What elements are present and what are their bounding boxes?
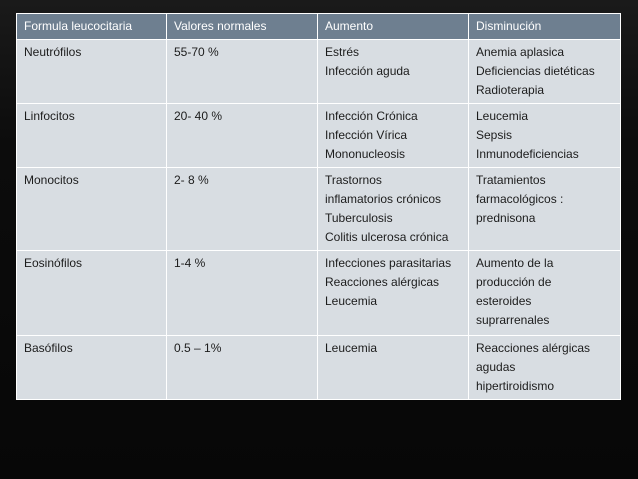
increase-item: Colitis ulcerosa crónica — [325, 230, 449, 244]
table-row-eosinofilos — [17, 251, 621, 336]
cell-name: Linfocitos — [17, 104, 167, 168]
cell-increase — [318, 40, 469, 104]
decrease-item: Radioterapia — [476, 83, 545, 97]
table-row-neutrofilos — [17, 40, 621, 104]
decrease-item: producción de — [476, 275, 552, 289]
cell-decrease — [469, 168, 621, 251]
decrease-item: hipertiroidismo — [476, 379, 555, 393]
cell-decrease — [469, 251, 621, 336]
increase-item: Leucemia — [325, 294, 378, 308]
increase-item: Infecciones parasitarias — [325, 256, 452, 270]
header-row — [17, 14, 621, 40]
header-increase: Aumento — [318, 14, 469, 40]
table-row-monocitos — [17, 168, 621, 251]
header-formula: Formula leucocitaria — [17, 14, 167, 40]
decrease-item: Inmunodeficiencias — [476, 147, 579, 161]
cell-increase — [318, 104, 469, 168]
decrease-item: esteroides — [476, 294, 532, 308]
increase-item: Infección aguda — [325, 64, 410, 78]
increase-item: Infección Crónica — [325, 109, 418, 123]
increase-item: Mononucleosis — [325, 147, 406, 161]
cell-name: Eosinófilos — [17, 251, 167, 336]
cell-normal: 1-4 % — [167, 251, 318, 336]
table-row-linfocitos — [17, 104, 621, 168]
cell-increase — [318, 336, 469, 400]
cell-normal: 20- 40 % — [167, 104, 318, 168]
increase-item: Trastornos — [325, 173, 382, 187]
cell-name: Monocitos — [17, 168, 167, 251]
cell-decrease — [469, 336, 621, 400]
decrease-item: Leucemia — [476, 109, 529, 123]
increase-item: Infección Vírica — [325, 128, 408, 142]
cell-increase — [318, 168, 469, 251]
header-normal-values: Valores normales — [167, 14, 318, 40]
decrease-item: Reacciones alérgicas — [476, 341, 591, 355]
decrease-item: Anemia aplasica — [476, 45, 565, 59]
decrease-item: agudas — [476, 360, 516, 374]
cell-normal: 0.5 – 1% — [167, 336, 318, 400]
increase-item: Leucemia — [325, 341, 378, 355]
cell-decrease — [469, 40, 621, 104]
increase-item: inflamatorios crónicos — [325, 192, 442, 206]
cell-name: Basófilos — [17, 336, 167, 400]
decrease-item: farmacológicos : — [476, 192, 564, 206]
increase-item: Tuberculosis — [325, 211, 393, 225]
cell-decrease — [469, 104, 621, 168]
decrease-item: Tratamientos — [476, 173, 546, 187]
table-row-basofilos — [17, 336, 621, 400]
cell-normal: 55-70 % — [167, 40, 318, 104]
increase-item: Reacciones alérgicas — [325, 275, 440, 289]
leukocyte-table — [16, 13, 621, 400]
header-decrease: Disminución — [469, 14, 621, 40]
decrease-item: suprarrenales — [476, 313, 550, 327]
decrease-item: prednisona — [476, 211, 536, 225]
cell-increase — [318, 251, 469, 336]
decrease-item: Deficiencias dietéticas — [476, 64, 595, 78]
cell-normal: 2- 8 % — [167, 168, 318, 251]
decrease-item: Aumento de la — [476, 256, 554, 270]
cell-name: Neutrófilos — [17, 40, 167, 104]
decrease-item: Sepsis — [476, 128, 513, 142]
increase-item: Estrés — [325, 45, 360, 59]
